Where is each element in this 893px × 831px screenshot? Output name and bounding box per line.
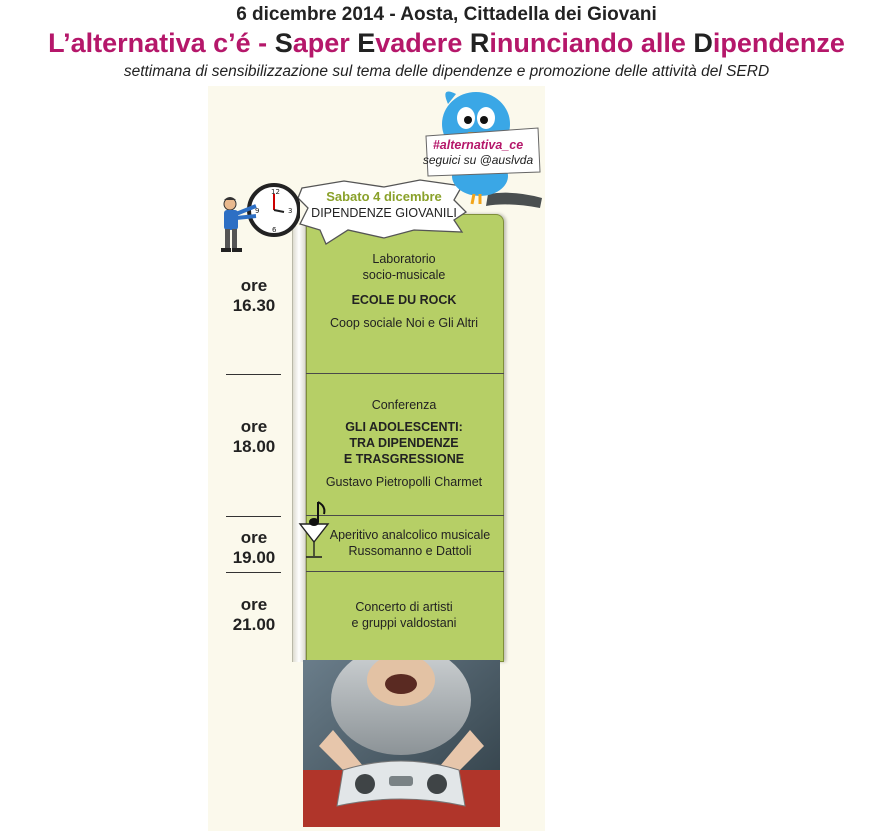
time-ore: ore	[240, 276, 268, 295]
row-divider	[306, 515, 504, 516]
event-line: e gruppi valdostani	[351, 616, 457, 630]
time-divider	[226, 374, 281, 375]
gamer-photo	[303, 660, 500, 827]
row-divider	[306, 571, 504, 572]
time-slot	[210, 417, 298, 457]
event-block	[306, 251, 502, 331]
hashtag: #alternativa_ce	[432, 138, 524, 152]
main-title	[0, 28, 893, 59]
event-line: Aperitivo analcolico musicale	[329, 528, 491, 542]
title-part: vadere	[375, 28, 470, 58]
event-block	[306, 599, 502, 631]
time-ore: ore	[240, 595, 268, 614]
svg-text:9: 9	[255, 207, 260, 215]
clock-man-icon	[216, 182, 300, 258]
title-initial: E	[357, 28, 376, 58]
time-ore: ore	[240, 528, 268, 547]
svg-text:6: 6	[272, 226, 277, 234]
event-title: ECOLE DU ROCK	[351, 293, 457, 307]
event-date-location: 6 dicembre 2014 - Aosta, Cittadella dei Giovani	[236, 4, 657, 25]
title-part: inunciando alle	[489, 28, 694, 58]
music-note-icon	[308, 500, 328, 528]
event-line: Russomanno e Dattoli	[348, 544, 472, 558]
event-line: Conferenza	[371, 398, 437, 412]
svg-text:12: 12	[271, 188, 280, 196]
time-value: 18.00	[232, 437, 276, 456]
time-slot	[210, 528, 298, 568]
time-divider	[226, 516, 281, 517]
svg-text:3: 3	[288, 207, 293, 215]
day-title: Sabato 4 dicembre	[326, 189, 442, 204]
event-block	[312, 527, 508, 559]
title-initial: D	[693, 28, 713, 58]
event-line: socio-musicale	[362, 268, 446, 282]
time-slot	[210, 595, 298, 635]
title-initial: S	[274, 28, 293, 58]
day-subtitle: DIPENDENZE GIOVANILI	[311, 206, 457, 220]
event-line: Laboratorio	[372, 252, 436, 266]
subtitle: settimana di sensibilizzazione sul tema delle dipendenze e promozione delle attività del SERD	[123, 63, 770, 80]
event-title: TRA DIPENDENZE	[349, 436, 459, 450]
follow-handle: seguici su @auslvda	[422, 153, 534, 167]
time-value: 21.00	[232, 615, 276, 634]
time-value: 16.30	[232, 296, 276, 315]
title-part: ipendenze	[712, 28, 845, 58]
event-line: Concerto di artisti	[355, 600, 453, 614]
row-divider	[306, 373, 504, 374]
event-title: E TRASGRESSIONE	[343, 452, 465, 466]
title-initial: R	[469, 28, 490, 58]
time-ore: ore	[240, 417, 268, 436]
twitter-sign	[416, 138, 540, 168]
time-value: 19.00	[232, 548, 276, 567]
title-part: L’alternativa c’é -	[48, 28, 275, 58]
event-speaker: Gustavo Pietropolli Charmet	[325, 475, 483, 489]
time-slot	[210, 276, 298, 316]
time-divider	[226, 572, 281, 573]
event-block	[306, 397, 502, 490]
event-organizer: Coop sociale Noi e Gli Altri	[330, 316, 478, 330]
title-part: aper	[292, 28, 358, 58]
event-title: GLI ADOLESCENTI:	[345, 420, 463, 434]
